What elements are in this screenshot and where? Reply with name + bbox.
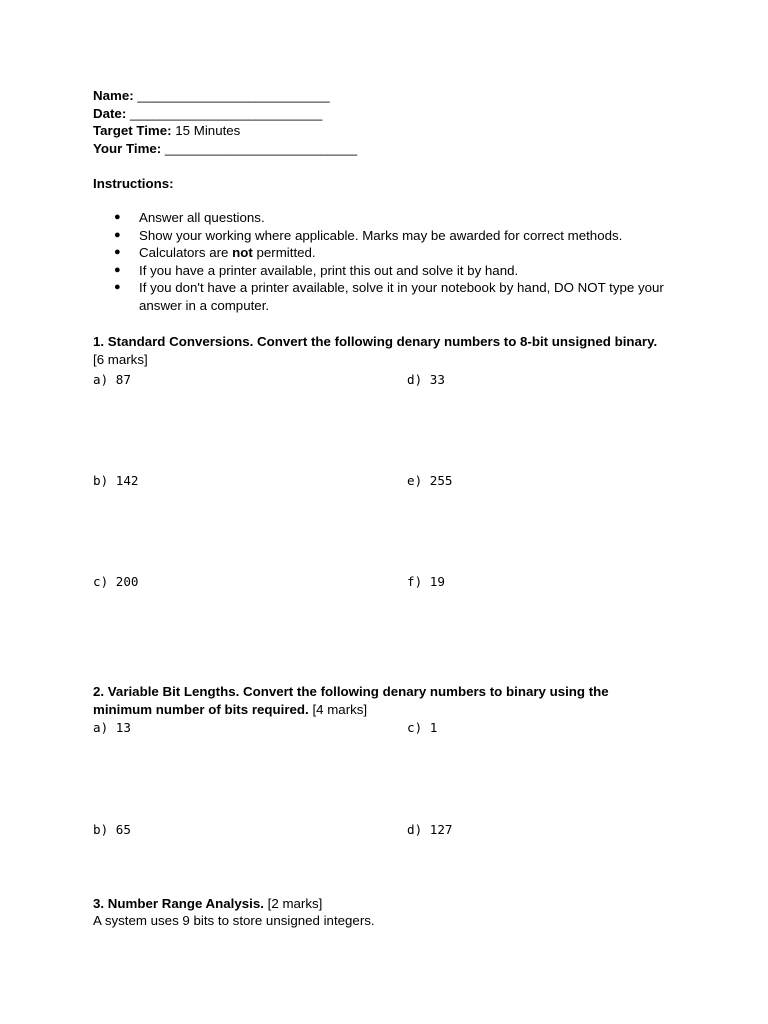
- question-2-part-d: d) 127: [407, 822, 453, 837]
- question-1-heading: [93, 333, 663, 368]
- instruction-item: [93, 244, 693, 262]
- instructions-heading: Instructions:: [93, 176, 174, 191]
- instruction-item: ● Answer all questions.: [93, 209, 693, 227]
- question-3-heading: [93, 895, 683, 913]
- instruction-item: ● Show your working where applicable. Marks may be awarded for correct methods.: [93, 227, 693, 245]
- question-2-marks: [4 marks]: [312, 701, 368, 717]
- question-3-text: A system uses 9 bits to store unsigned integers.: [93, 913, 375, 928]
- question-2-part-a: a) 13: [93, 720, 131, 735]
- question-1-part-a: a) 87: [93, 372, 131, 387]
- target-time-value: 15 Minutes: [175, 123, 241, 139]
- question-2-heading: [93, 683, 663, 718]
- question-3-marks: [2 marks]: [267, 896, 323, 911]
- instruction-text: Calculators are: [139, 245, 233, 261]
- question-2-part-b: b) 65: [93, 822, 131, 837]
- date-row: [93, 105, 683, 123]
- instructions-list: [93, 209, 693, 315]
- target-time-label: Target Time:: [93, 123, 172, 139]
- question-3-title: 3. Number Range Analysis.: [93, 896, 264, 911]
- name-row: [93, 87, 683, 105]
- instruction-text: permitted.: [252, 245, 316, 261]
- question-2-part-c: c) 1: [407, 720, 438, 735]
- name-line: __________________________: [137, 88, 330, 103]
- question-1-part-d: d) 33: [407, 372, 445, 387]
- question-1-part-f: f) 19: [407, 574, 445, 589]
- question-2-title: 2. Variable Bit Lengths. Convert the following denary numbers to binary using the minimum number of bits required.: [93, 684, 609, 717]
- question-1-part-e: e) 255: [407, 473, 453, 488]
- instruction-item: ● If you don't have a printer available, solve it in your notebook by hand, DO NOT type your answer in a computer.: [93, 279, 679, 314]
- date-label: Date:: [93, 105, 127, 121]
- question-1-title: 1. Standard Conversions. Convert the following denary numbers to 8-bit unsigned binary.: [93, 334, 658, 349]
- your-time-row: [93, 140, 683, 158]
- question-1-part-c: c) 200: [93, 574, 139, 589]
- question-1-marks: [6 marks]: [93, 351, 148, 367]
- your-time-line: __________________________: [164, 140, 358, 156]
- your-time-label: Your Time:: [93, 140, 162, 156]
- student-details: [93, 87, 683, 157]
- instruction-emphasis: not: [232, 245, 253, 261]
- question-1-part-b: b) 142: [93, 473, 139, 488]
- date-line: __________________________: [129, 105, 323, 121]
- instruction-item: ● If you have a printer available, print this out and solve it by hand.: [93, 262, 693, 280]
- name-label: Name:: [93, 88, 134, 103]
- target-time-row: [93, 122, 683, 140]
